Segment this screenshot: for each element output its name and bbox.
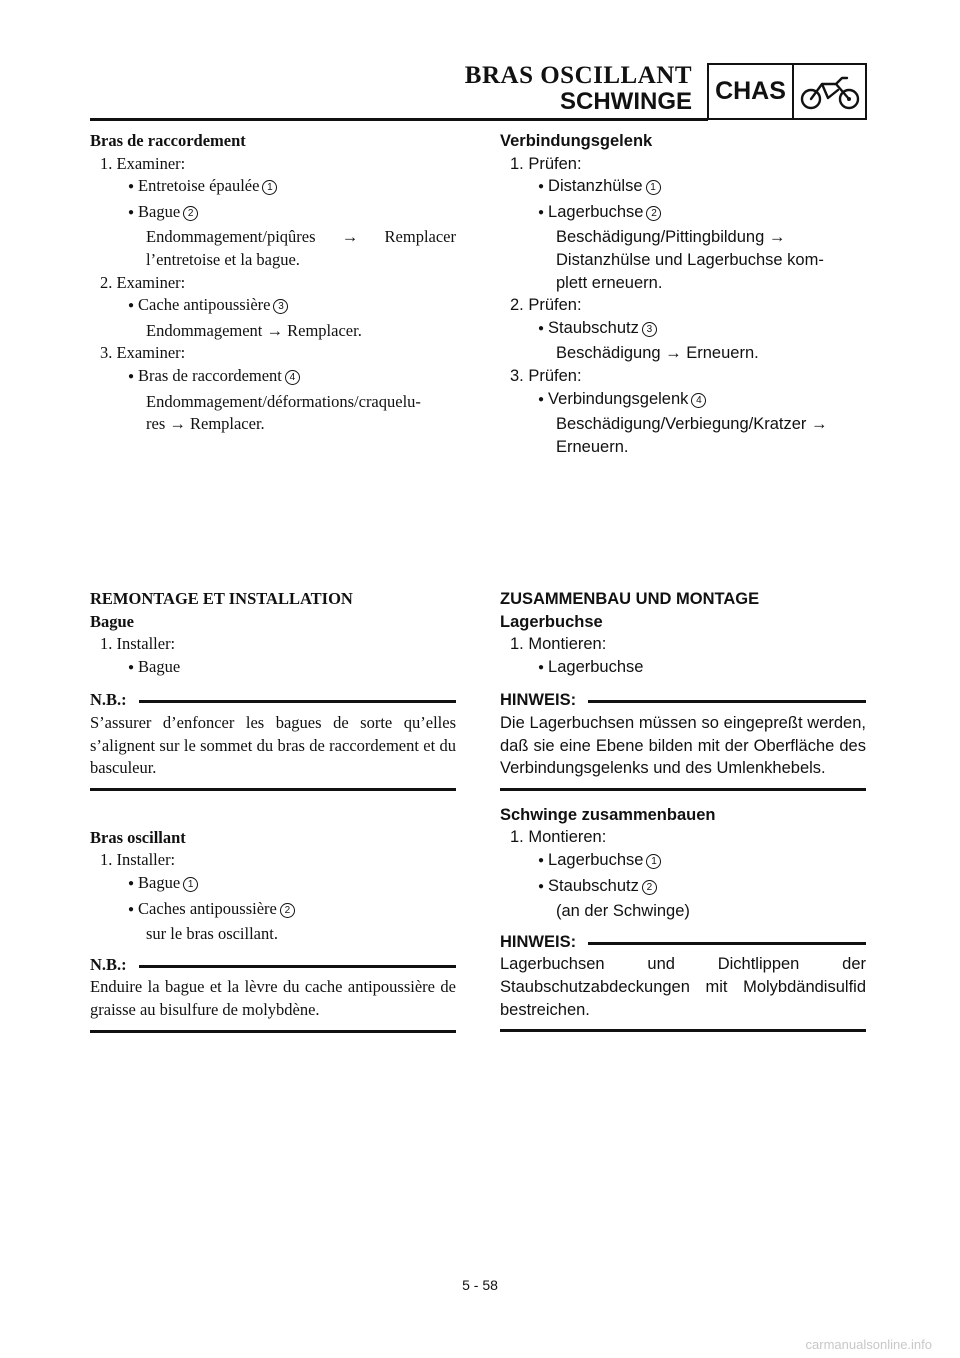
fr-link-step3: 3. Examiner: xyxy=(100,343,186,363)
de-link-step3: 3. Prüfen: xyxy=(510,366,582,385)
de-assembly-heading: ZUSAMMENBAU UND MONTAGE xyxy=(500,590,760,608)
de-assembly-step2: 1. Montieren: xyxy=(510,828,607,847)
fr-link-item1: ● Entretoise épaulée 1 xyxy=(90,175,456,201)
fr-assembly-item3: ● Caches antipoussière 2 xyxy=(90,898,456,924)
fr-assembly-item2: ● Bague 1 xyxy=(90,872,456,898)
fr-note-1-label: N.B.: xyxy=(90,690,127,710)
callout-3-icon: 3 xyxy=(273,299,288,314)
callout-4-icon: 4 xyxy=(691,393,706,408)
callout-2-icon: 2 xyxy=(646,206,661,221)
fr-assembly-heading: REMONTAGE ET INSTALLATION xyxy=(90,589,353,608)
de-assembly-item3-text: (an der Schwinge) xyxy=(556,902,690,921)
fr-link-item3: ● Cache antipoussière 3 xyxy=(90,294,456,320)
de-note-1-text: Die Lagerbuchsen müssen so eingepreßt werden, daß sie eine Ebene bilden mit der Oberfläche des Verbindungsgelenks und des Umlenkhebels. xyxy=(500,713,866,778)
callout-4-icon: 4 xyxy=(285,370,300,385)
de-link-section xyxy=(500,130,866,458)
callout-2-icon: 2 xyxy=(642,880,657,895)
fr-link-item4: ● Bras de raccordement 4 xyxy=(90,365,456,391)
de-link-step2: 2. Prüfen: xyxy=(510,296,582,315)
fr-assembly-step2: 1. Installer: xyxy=(100,850,176,870)
de-assembly-item3: ● Staubschutz 2 xyxy=(500,875,866,901)
de-link-item4-text-b: Erneuern. xyxy=(556,437,629,456)
page-number: 5 - 58 xyxy=(462,1277,498,1293)
de-link-item4: ● Verbindungsgelenk 4 xyxy=(500,388,866,414)
de-assembly-sub1: Lagerbuchse xyxy=(500,612,603,631)
callout-2-icon: 2 xyxy=(183,206,198,221)
callout-3-icon: 3 xyxy=(642,322,657,337)
header-title-de: SCHWINGE xyxy=(560,88,692,115)
fr-assembly-item3-text: sur le bras oscillant. xyxy=(146,924,278,944)
de-link-item2-text-a: Beschädigung/Pittingbildung → xyxy=(556,228,786,247)
header-rule xyxy=(90,118,708,121)
fr-note-2 xyxy=(90,954,456,1033)
de-assembly-item1: ● Lagerbuchse xyxy=(500,656,866,682)
de-link-item1: ● Distanzhülse 1 xyxy=(500,175,866,201)
fr-link-item3-text: Endommagement → Remplacer. xyxy=(146,320,362,340)
de-link-step1: 1. Prüfen: xyxy=(510,154,582,173)
fr-assembly-section xyxy=(90,588,456,1033)
de-note-2-label: HINWEIS: xyxy=(500,932,577,951)
callout-1-icon: 1 xyxy=(646,180,661,195)
motorcycle-icon xyxy=(794,65,865,118)
fr-link-item2: ● Bague 2 xyxy=(90,201,456,227)
de-link-heading: Verbindungsgelenk xyxy=(500,132,653,150)
fr-link-step2: 2. Examiner: xyxy=(100,272,186,292)
fr-assembly-sub1: Bague xyxy=(90,611,135,631)
section-code: CHAS xyxy=(709,65,794,118)
watermark: carmanualsonline.info xyxy=(805,1337,932,1352)
callout-1-icon: 1 xyxy=(183,877,198,892)
fr-note-2-label: N.B.: xyxy=(90,954,127,974)
fr-link-heading: Bras de raccordement xyxy=(90,131,246,150)
de-assembly-sub2: Schwinge zusammenbauen xyxy=(500,805,716,824)
de-note-1-label: HINWEIS: xyxy=(500,691,577,710)
de-note-1 xyxy=(500,689,866,790)
de-link-item3: ● Staubschutz 3 xyxy=(500,317,866,343)
fr-assembly-step1: 1. Installer: xyxy=(100,634,176,654)
de-link-item2-text-c: plett erneuern. xyxy=(556,273,663,292)
de-link-item2-text-b: Distanzhülse und Lagerbuchse kom- xyxy=(556,250,824,269)
de-link-item3-text: Beschädigung → Erneuern. xyxy=(556,344,759,363)
callout-2-icon: 2 xyxy=(280,903,295,918)
de-link-item4-text-a: Beschädigung/Verbiegung/Kratzer → xyxy=(556,415,828,434)
callout-1-icon: 1 xyxy=(646,854,661,869)
fr-link-step1: 1. Examiner: xyxy=(100,153,186,173)
de-assembly-step1: 1. Montieren: xyxy=(510,635,607,654)
fr-note-1-text: S’assurer d’enfoncer les bagues de sorte qu’elles s’alignent sur le sommet du bras de raccordement et du basculeur. xyxy=(90,712,456,778)
de-assembly-item2: ● Lagerbuchse 1 xyxy=(500,849,866,875)
de-note-2 xyxy=(500,931,866,1032)
de-assembly-section xyxy=(500,588,866,1032)
fr-link-section xyxy=(90,130,456,436)
de-link-item2: ● Lagerbuchse 2 xyxy=(500,201,866,227)
callout-1-icon: 1 xyxy=(262,180,277,195)
fr-link-item2-text-b: l’entretoise et la bague. xyxy=(146,249,300,269)
fr-note-1 xyxy=(90,689,456,790)
header-title-fr: BRAS OSCILLANT xyxy=(464,62,692,89)
fr-link-item4-text-b: res → Remplacer. xyxy=(146,414,265,434)
fr-note-2-text: Enduire la bague et la lèvre du cache antipoussière de graisse au bisulfure de molybdène. xyxy=(90,977,456,1019)
fr-assembly-item1: ● Bague xyxy=(90,656,456,682)
section-tab xyxy=(707,63,867,120)
fr-link-item2-text-a: Endommagement/piqûres → Remplacer xyxy=(146,227,456,247)
de-note-2-text: Lagerbuchsen und Dichtlippen der Staubschutzabdeckungen mit Molybdändisulfid bestreichen. xyxy=(500,955,866,1019)
fr-assembly-sub2: Bras oscillant xyxy=(90,827,186,847)
fr-link-item4-text-a: Endommagement/déformations/craquelu- xyxy=(146,391,421,411)
